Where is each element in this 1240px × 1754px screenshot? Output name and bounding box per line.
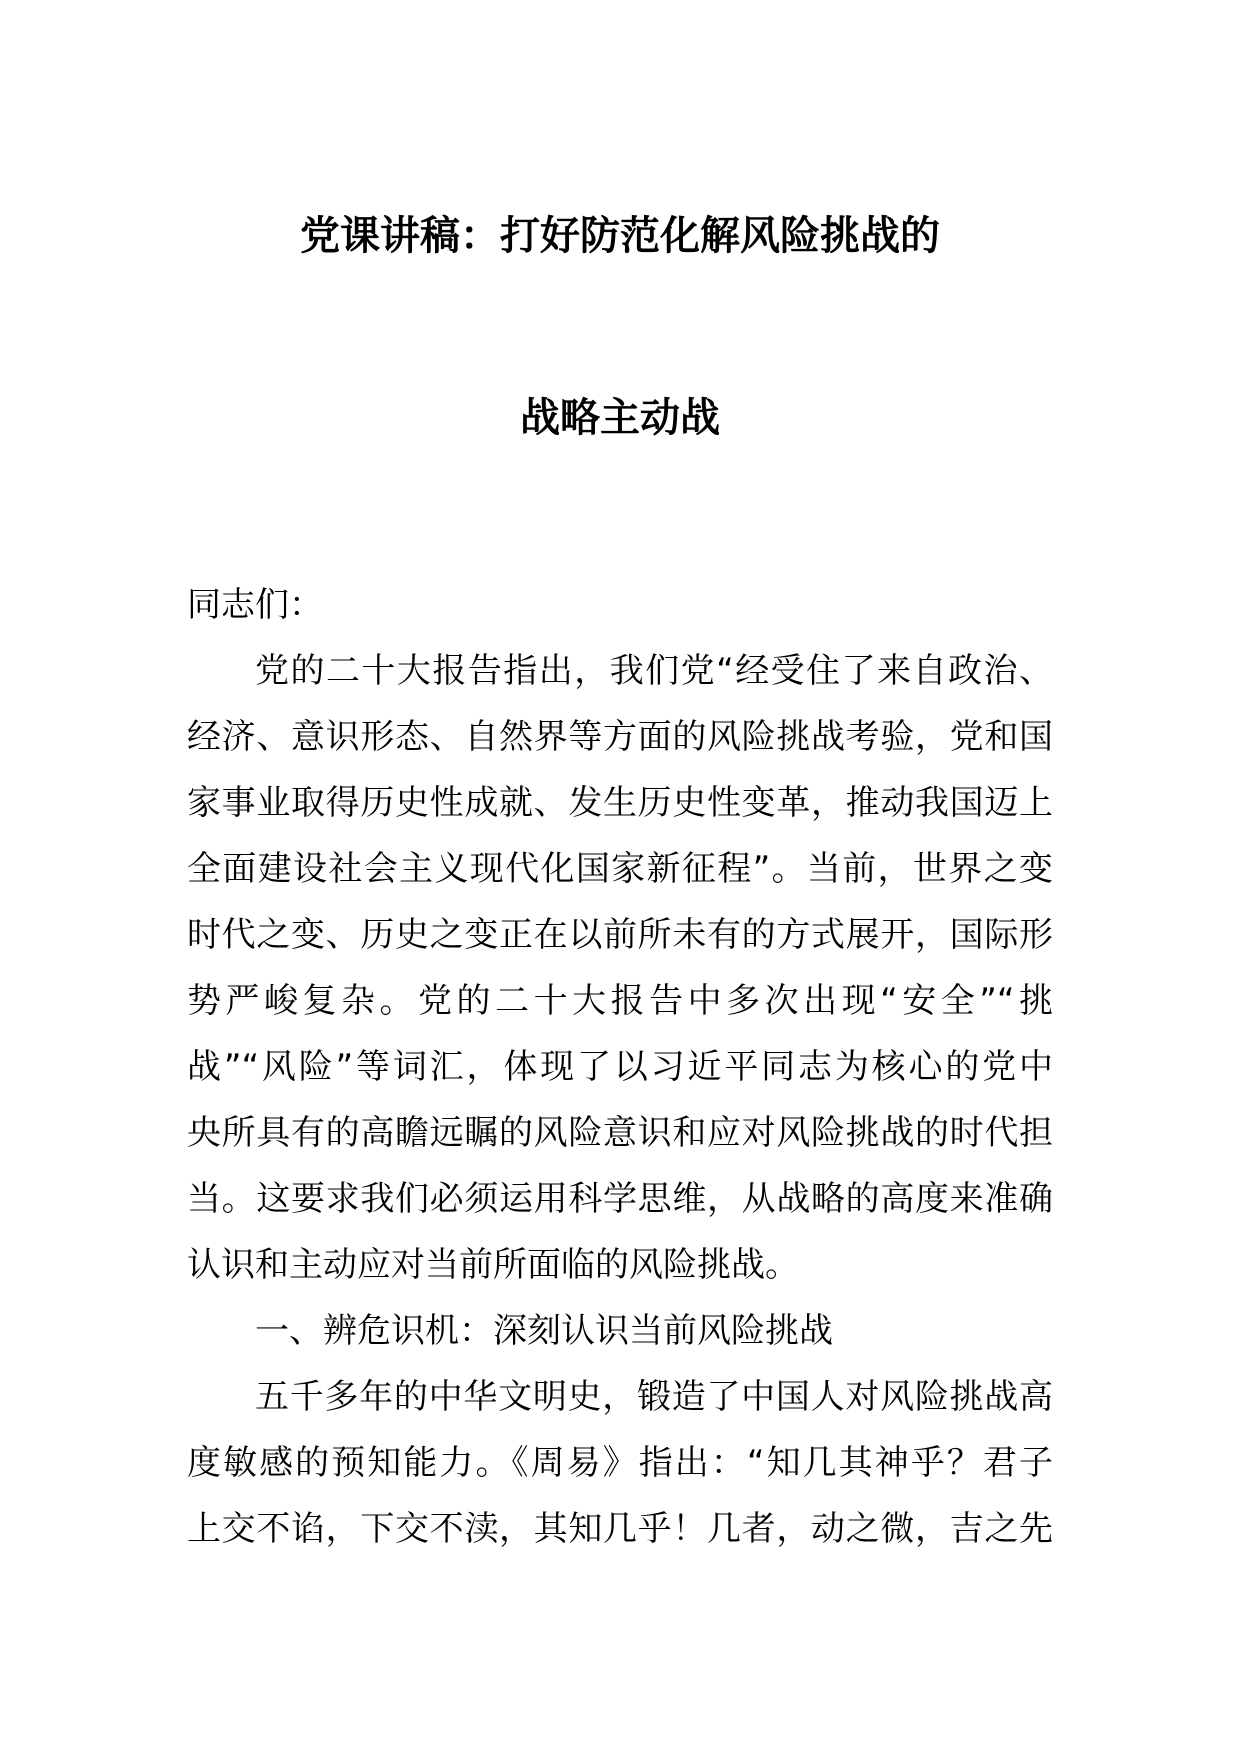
salutation: 同志们： [187, 585, 323, 625]
paragraph-line: 五千多年的中华文明史，锻造了中国人对风险挑战高 [255, 1377, 1053, 1417]
paragraph-line: 家事业取得历史性成就、发生历史性变革，推动我国迈上 [187, 783, 1053, 823]
section-heading: 一、辨危识机：深刻认识当前风险挑战 [255, 1311, 833, 1351]
paragraph-line: 党的二十大报告指出，我们党“经受住了来自政治、 [255, 651, 1053, 691]
paragraph-line: 时代之变、历史之变正在以前所未有的方式展开，国际形 [187, 915, 1053, 955]
paragraph-line: 经济、意识形态、自然界等方面的风险挑战考验，党和国 [187, 717, 1053, 757]
paragraph-line: 上交不谄，下交不渎，其知几乎！几者，动之微，吉之先 [187, 1509, 1053, 1549]
paragraph-line: 全面建设社会主义现代化国家新征程”。当前，世界之变 [187, 849, 1053, 889]
paragraph-line: 度敏感的预知能力。《周易》指出：“知几其神乎？君子 [187, 1443, 1053, 1483]
document-body [187, 572, 1053, 1562]
document-title-line-1: 党课讲稿：打好防范化解风险挑战的 [300, 213, 940, 259]
paragraph-line: 战”“风险”等词汇，体现了以习近平同志为核心的党中 [187, 1047, 1053, 1087]
paragraph-line: 央所具有的高瞻远瞩的风险意识和应对风险挑战的时代担 [187, 1113, 1053, 1153]
paragraph-line: 认识和主动应对当前所面临的风险挑战。 [187, 1245, 799, 1285]
paragraph-line: 当。这要求我们必须运用科学思维，从战略的高度来准确 [187, 1179, 1053, 1219]
document-title-line-2: 战略主动战 [520, 395, 720, 441]
paragraph-line: 势严峻复杂。党的二十大报告中多次出现“安全”“挑 [187, 981, 1053, 1021]
